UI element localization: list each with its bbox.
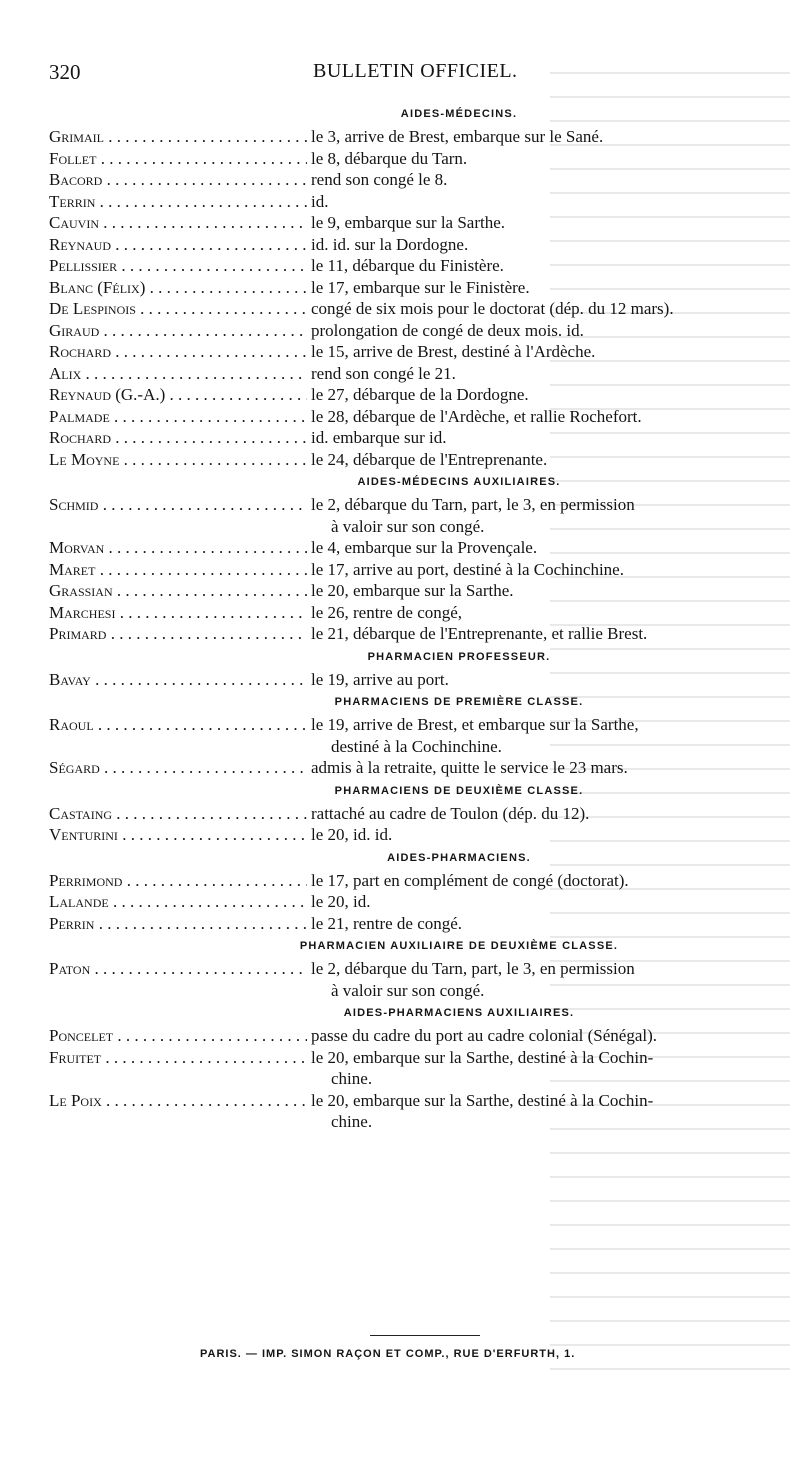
entry-name: Perrin . . . [49, 913, 307, 935]
entry-text: passe du cadre du port au cadre colonial (Sénégal). [311, 1026, 657, 1045]
personnel-entry [49, 427, 749, 449]
personnel-entry [49, 623, 749, 645]
section-heading: PHARMACIENS DE DEUXIÈME CLASSE. [334, 784, 584, 797]
personnel-entry [49, 891, 749, 913]
personnel-entry [49, 757, 749, 779]
bleed-line [550, 1344, 790, 1346]
section-heading: PHARMACIEN AUXILIAIRE DE DEUXIÈME CLASSE. [299, 940, 619, 952]
entry-details [307, 757, 749, 779]
bleed-line [550, 96, 790, 98]
entry-name: Palmade . . . [49, 406, 307, 428]
entry-continuation: à valoir sur son congé. [331, 516, 485, 536]
personnel-entry [49, 277, 749, 299]
personnel-entry [49, 363, 749, 385]
entry-text: le 21, rentre de congé. [311, 913, 463, 933]
entry-text: le 4, embarque sur la Provençale. [311, 538, 538, 557]
personnel-entry [49, 602, 749, 624]
entry-name: Follet . . . [49, 148, 307, 170]
entry-text: le 11, débarque du Finistère. [311, 256, 504, 275]
personnel-entry [49, 384, 749, 406]
entry-details [307, 341, 749, 363]
entry-text: le 19, arrive au port. [311, 669, 449, 689]
entry-name: Bavay . . . [49, 669, 307, 691]
section-heading: PHARMACIEN PROFESSEUR. [367, 650, 551, 663]
entry-text: le 20, embarque sur la Sarthe. [311, 581, 514, 600]
entry-details [307, 126, 749, 148]
entry-name: Primard . . . [49, 623, 307, 645]
entry-text: le 20, embarque sur la Sarthe, destiné à la Cochin- [311, 1090, 654, 1110]
entry-details [307, 913, 749, 935]
entry-name: Alix . . . [49, 363, 307, 385]
personnel-entry [49, 559, 749, 581]
entry-details [307, 623, 749, 645]
running-title: BULLETIN OFFICIEL. [313, 60, 518, 82]
entry-details [307, 580, 749, 602]
personnel-entry [49, 169, 749, 191]
entry-details [307, 559, 749, 581]
entry-name: Terrin . . . [49, 191, 307, 213]
entry-name: Giraud . . . [49, 320, 307, 342]
entry-details [307, 891, 749, 913]
entry-details [307, 191, 749, 213]
entry-text: le 26, rentre de congé, [311, 602, 463, 622]
personnel-entry [49, 913, 749, 935]
personnel-entry [49, 870, 749, 892]
entry-name: Venturini . . . [49, 824, 307, 846]
entry-text: le 27, débarque de la Dordogne. [311, 385, 529, 404]
entry-text: id. id. sur la Dordogne. [311, 234, 469, 254]
document-body [49, 102, 749, 1133]
entry-continuation: chine. [331, 1069, 373, 1088]
personnel-entry [49, 234, 749, 256]
entry-details [307, 406, 749, 428]
entry-details [307, 384, 749, 406]
entry-name: Rochard . . . [49, 341, 307, 363]
entry-details [307, 234, 749, 256]
personnel-entry [49, 1090, 749, 1133]
entry-details [307, 958, 749, 1001]
entry-name: Le Poix . . . [49, 1090, 307, 1133]
entry-text: le 24, débarque de l'Entreprenante. [311, 449, 548, 469]
entry-details [307, 1025, 749, 1047]
entry-text: congé de six mois pour le doctorat (dép. du 12 mars). [311, 299, 674, 318]
entry-text: le 8, débarque du Tarn. [311, 148, 468, 168]
entry-continuation: chine. [331, 1112, 373, 1131]
entry-name: Blanc (Félix) . . . [49, 277, 307, 299]
personnel-entry [49, 714, 749, 757]
bleed-line [550, 1368, 790, 1370]
bleed-line [550, 1176, 790, 1178]
personnel-entry [49, 958, 749, 1001]
entry-text: le 28, débarque de l'Ardèche, et rallie Rochefort. [311, 406, 642, 426]
entry-name: Grassian . . . [49, 580, 307, 602]
entry-text: id. embarque sur id. [311, 428, 447, 447]
entry-name: Reynaud . . . [49, 234, 307, 256]
personnel-entry [49, 1025, 749, 1047]
entry-text: le 9, embarque sur la Sarthe. [311, 213, 506, 232]
entry-continuation: destiné à la Cochinchine. [331, 736, 502, 756]
footer-rule [370, 1335, 480, 1336]
entry-details [307, 298, 749, 320]
entry-name: Fruitet . . . [49, 1047, 307, 1090]
entry-text: le 17, embarque sur le Finistère. [311, 277, 530, 297]
personnel-entry [49, 148, 749, 170]
entry-details [307, 494, 749, 537]
entry-text: rattaché au cadre de Toulon (dép. du 12). [311, 803, 590, 823]
section-heading: PHARMACIENS DE PREMIÈRE CLASSE. [334, 696, 584, 708]
entry-name: Marchesi . . . [49, 602, 307, 624]
entry-name: Paton . . . [49, 958, 307, 1001]
personnel-entry [49, 494, 749, 537]
entry-details [307, 363, 749, 385]
entry-text: admis à la retraite, quitte le service le 23 mars. [311, 758, 628, 777]
entry-name: Rochard . . . [49, 427, 307, 449]
personnel-entry [49, 298, 749, 320]
entry-text: id. [311, 191, 329, 211]
entry-name: Le Moyne . . . [49, 449, 307, 471]
section-heading: AIDES-PHARMACIENS AUXILIAIRES. [343, 1007, 575, 1019]
entry-text: le 2, débarque du Tarn, part, le 3, en permission [311, 495, 635, 514]
entry-text: le 17, arrive au port, destiné à la Cochinchine. [311, 559, 624, 579]
entry-text: prolongation de congé de deux mois. id. [311, 320, 584, 340]
entry-name: Castaing . . . [49, 803, 307, 825]
entry-name: Poncelet . . . [49, 1025, 307, 1047]
personnel-entry [49, 320, 749, 342]
entry-text: rend son congé le 21. [311, 363, 456, 383]
entry-details [307, 169, 749, 191]
entry-details [307, 427, 749, 449]
personnel-entry [49, 803, 749, 825]
entry-details [307, 212, 749, 234]
entry-details [307, 602, 749, 624]
bleed-line [550, 1248, 790, 1250]
entry-text: le 3, arrive de Brest, embarque sur le Sané. [311, 127, 604, 146]
bleed-line [550, 1224, 790, 1226]
entry-details [307, 803, 749, 825]
entry-text: le 2, débarque du Tarn, part, le 3, en permission [311, 959, 635, 978]
bleed-line [550, 1320, 790, 1322]
entry-name: Morvan . . . [49, 537, 307, 559]
personnel-entry [49, 212, 749, 234]
entry-text: rend son congé le 8. [311, 170, 448, 189]
personnel-entry [49, 406, 749, 428]
entry-name: Maret . . . [49, 559, 307, 581]
entry-details [307, 1047, 749, 1090]
personnel-entry [49, 580, 749, 602]
entry-name: Pellissier . . . [49, 255, 307, 277]
page-number: 320 [49, 60, 81, 84]
entry-name: Bacord . . . [49, 169, 307, 191]
personnel-entry [49, 341, 749, 363]
section-heading: AIDES-MÉDECINS AUXILIAIRES. [357, 476, 561, 488]
entry-name: Perrimond . . . [49, 870, 307, 892]
entry-details [307, 824, 749, 846]
bleed-line [550, 1272, 790, 1274]
personnel-entry [49, 255, 749, 277]
personnel-entry [49, 537, 749, 559]
printer-imprint: PARIS. — IMP. SIMON RAÇON ET COMP., RUE D'ERFURTH, 1. [200, 1348, 576, 1360]
entry-details [307, 148, 749, 170]
personnel-entry [49, 191, 749, 213]
entry-name: Raoul . . . [49, 714, 307, 757]
entry-details [307, 1090, 749, 1133]
entry-name: Grimail . . . [49, 126, 307, 148]
entry-name: Reynaud (G.-A.) . . . [49, 384, 307, 406]
bleed-line [550, 72, 790, 74]
entry-details [307, 449, 749, 471]
entry-text: le 15, arrive de Brest, destiné à l'Ardèche. [311, 342, 596, 361]
entry-text: le 21, débarque de l'Entreprenante, et rallie Brest. [311, 624, 648, 643]
bleed-line [550, 1296, 790, 1298]
personnel-entry [49, 449, 749, 471]
bleed-line [550, 1200, 790, 1202]
entry-name: Cauvin . . . [49, 212, 307, 234]
entry-name: Lalande . . . [49, 891, 307, 913]
personnel-entry [49, 824, 749, 846]
section-heading: AIDES-MÉDECINS. [400, 108, 518, 120]
personnel-entry [49, 1047, 749, 1090]
personnel-entry [49, 669, 749, 691]
section-heading: AIDES-PHARMACIENS. [387, 851, 531, 864]
entry-name: Schmid . . . [49, 494, 307, 537]
entry-name: De Lespinois . . . [49, 298, 307, 320]
entry-text: le 20, id. id. [311, 825, 393, 844]
personnel-entry [49, 126, 749, 148]
entry-text: le 20, id. [311, 892, 371, 911]
entry-details [307, 870, 749, 892]
bleed-line [550, 1152, 790, 1154]
entry-text: le 19, arrive de Brest, et embarque sur la Sarthe, [311, 715, 639, 734]
entry-details [307, 255, 749, 277]
entry-text: le 20, embarque sur la Sarthe, destiné à la Cochin- [311, 1047, 654, 1067]
entry-continuation: à valoir sur son congé. [331, 980, 485, 1000]
entry-details [307, 714, 749, 757]
entry-details [307, 277, 749, 299]
entry-text: le 17, part en complément de congé (doctorat). [311, 870, 629, 890]
entry-details [307, 669, 749, 691]
entry-details [307, 537, 749, 559]
entry-name: Ségard . . . [49, 757, 307, 779]
entry-details [307, 320, 749, 342]
